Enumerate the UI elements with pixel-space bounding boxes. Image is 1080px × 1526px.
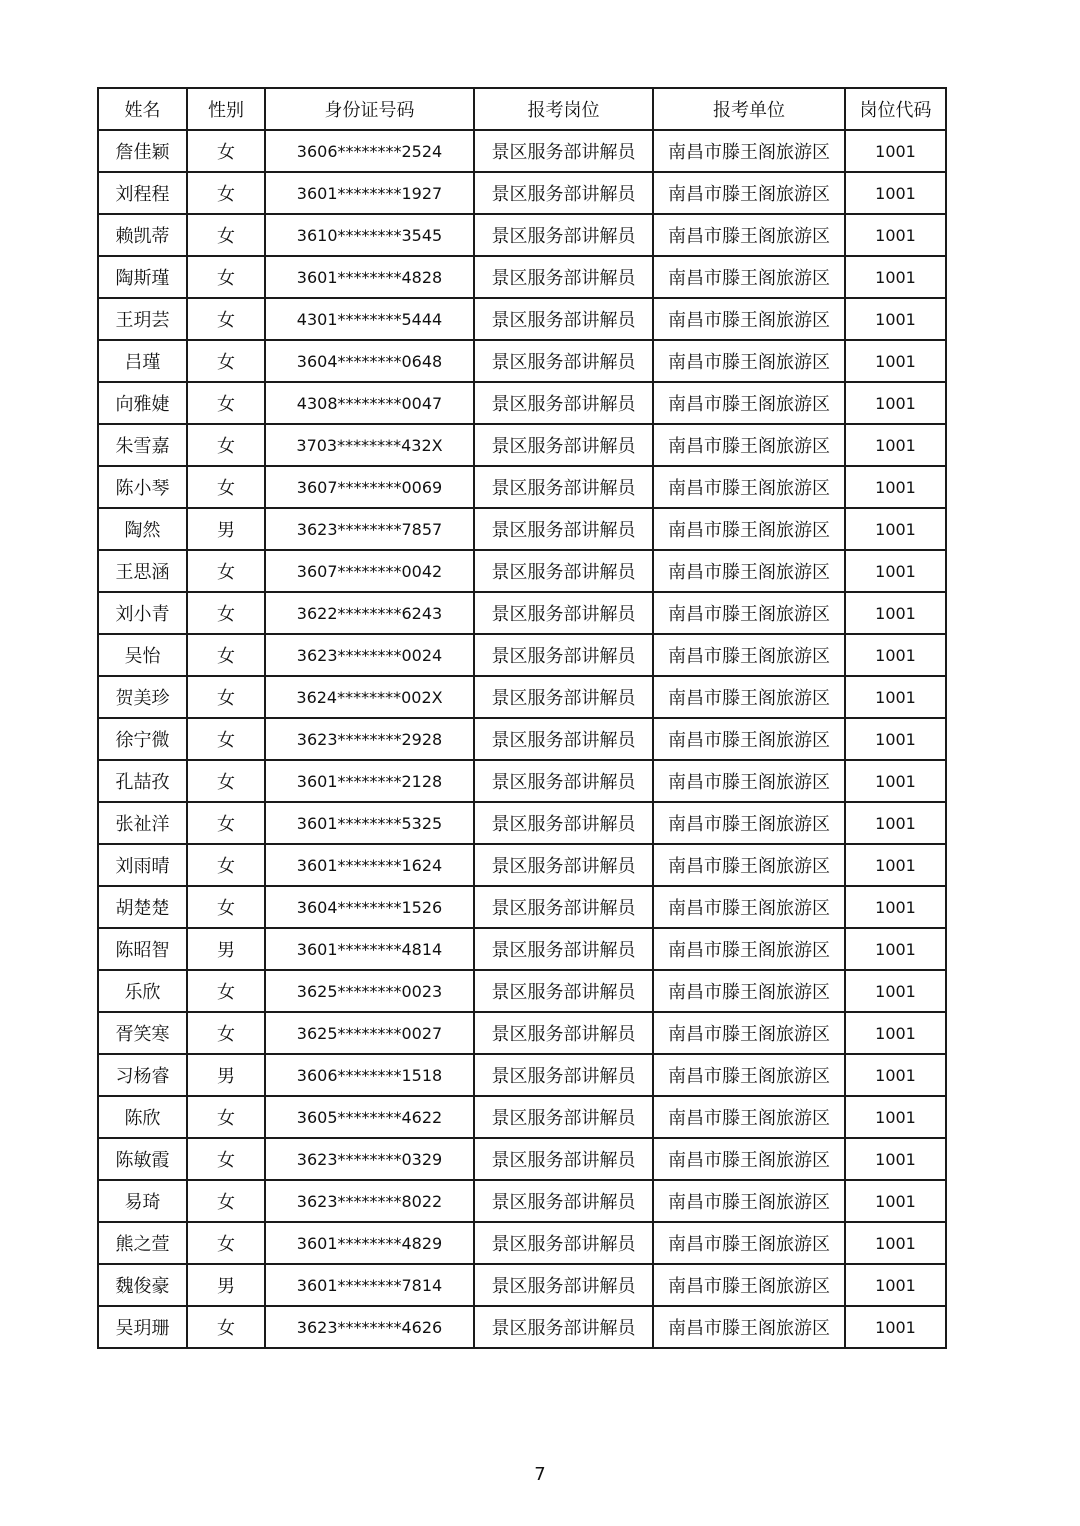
cell-id-number: 3623********7857 <box>265 508 474 550</box>
cell-id-number: 3610********3545 <box>265 214 474 256</box>
cell-name: 陶然 <box>98 508 187 550</box>
cell-unit: 南昌市滕王阁旅游区 <box>653 508 845 550</box>
cell-gender: 男 <box>187 508 265 550</box>
header-position: 报考岗位 <box>474 88 653 130</box>
cell-position-code: 1001 <box>845 298 946 340</box>
cell-id-number: 3601********2128 <box>265 760 474 802</box>
table-row <box>98 1306 946 1348</box>
cell-position: 景区服务部讲解员 <box>474 1096 653 1138</box>
cell-name: 陈昭智 <box>98 928 187 970</box>
cell-name: 王玥芸 <box>98 298 187 340</box>
cell-name: 陈敏霞 <box>98 1138 187 1180</box>
cell-unit: 南昌市滕王阁旅游区 <box>653 676 845 718</box>
cell-name: 胡楚楚 <box>98 886 187 928</box>
cell-name: 吕瑾 <box>98 340 187 382</box>
table-row <box>98 172 946 214</box>
cell-unit: 南昌市滕王阁旅游区 <box>653 340 845 382</box>
cell-position: 景区服务部讲解员 <box>474 382 653 424</box>
cell-unit: 南昌市滕王阁旅游区 <box>653 1306 845 1348</box>
cell-id-number: 3625********0027 <box>265 1012 474 1054</box>
cell-position: 景区服务部讲解员 <box>474 424 653 466</box>
cell-position: 景区服务部讲解员 <box>474 1306 653 1348</box>
cell-name: 贺美珍 <box>98 676 187 718</box>
cell-position-code: 1001 <box>845 928 946 970</box>
header-position-code: 岗位代码 <box>845 88 946 130</box>
cell-position-code: 1001 <box>845 1180 946 1222</box>
cell-id-number: 3625********0023 <box>265 970 474 1012</box>
cell-unit: 南昌市滕王阁旅游区 <box>653 634 845 676</box>
cell-gender: 女 <box>187 424 265 466</box>
cell-position: 景区服务部讲解员 <box>474 172 653 214</box>
cell-position-code: 1001 <box>845 466 946 508</box>
cell-position-code: 1001 <box>845 214 946 256</box>
cell-position-code: 1001 <box>845 634 946 676</box>
table-row <box>98 928 946 970</box>
table-row <box>98 1096 946 1138</box>
cell-position: 景区服务部讲解员 <box>474 634 653 676</box>
cell-gender: 男 <box>187 928 265 970</box>
cell-position: 景区服务部讲解员 <box>474 1054 653 1096</box>
cell-id-number: 3703********432X <box>265 424 474 466</box>
cell-position-code: 1001 <box>845 130 946 172</box>
cell-gender: 女 <box>187 1222 265 1264</box>
cell-unit: 南昌市滕王阁旅游区 <box>653 1096 845 1138</box>
cell-position-code: 1001 <box>845 1306 946 1348</box>
table-row <box>98 214 946 256</box>
cell-id-number: 3601********4814 <box>265 928 474 970</box>
cell-gender: 女 <box>187 718 265 760</box>
cell-name: 张祉洋 <box>98 802 187 844</box>
table-row <box>98 970 946 1012</box>
cell-position-code: 1001 <box>845 676 946 718</box>
cell-id-number: 4308********0047 <box>265 382 474 424</box>
cell-id-number: 3606********1518 <box>265 1054 474 1096</box>
cell-gender: 男 <box>187 1054 265 1096</box>
cell-position: 景区服务部讲解员 <box>474 214 653 256</box>
cell-position-code: 1001 <box>845 970 946 1012</box>
cell-position: 景区服务部讲解员 <box>474 466 653 508</box>
cell-position: 景区服务部讲解员 <box>474 1264 653 1306</box>
cell-gender: 女 <box>187 1138 265 1180</box>
cell-name: 胥笑寒 <box>98 1012 187 1054</box>
cell-position-code: 1001 <box>845 1096 946 1138</box>
cell-name: 刘小青 <box>98 592 187 634</box>
header-gender: 性别 <box>187 88 265 130</box>
cell-position: 景区服务部讲解员 <box>474 1012 653 1054</box>
cell-id-number: 3607********0042 <box>265 550 474 592</box>
cell-position-code: 1001 <box>845 592 946 634</box>
cell-name: 孔喆孜 <box>98 760 187 802</box>
cell-position: 景区服务部讲解员 <box>474 508 653 550</box>
cell-id-number: 3604********0648 <box>265 340 474 382</box>
cell-id-number: 3623********0329 <box>265 1138 474 1180</box>
cell-id-number: 3606********2524 <box>265 130 474 172</box>
cell-position: 景区服务部讲解员 <box>474 676 653 718</box>
header-row <box>98 88 946 130</box>
cell-name: 习杨睿 <box>98 1054 187 1096</box>
cell-position: 景区服务部讲解员 <box>474 1222 653 1264</box>
table-row <box>98 1138 946 1180</box>
cell-gender: 女 <box>187 844 265 886</box>
cell-position-code: 1001 <box>845 508 946 550</box>
cell-id-number: 4301********5444 <box>265 298 474 340</box>
cell-name: 赖凯蒂 <box>98 214 187 256</box>
cell-position: 景区服务部讲解员 <box>474 760 653 802</box>
cell-name: 刘雨晴 <box>98 844 187 886</box>
cell-position-code: 1001 <box>845 718 946 760</box>
cell-name: 向雅婕 <box>98 382 187 424</box>
cell-position-code: 1001 <box>845 1012 946 1054</box>
table-row <box>98 844 946 886</box>
cell-unit: 南昌市滕王阁旅游区 <box>653 298 845 340</box>
table-row <box>98 340 946 382</box>
cell-id-number: 3622********6243 <box>265 592 474 634</box>
table-row <box>98 1012 946 1054</box>
cell-gender: 女 <box>187 130 265 172</box>
table-body <box>98 130 946 1348</box>
cell-position-code: 1001 <box>845 424 946 466</box>
table-row <box>98 256 946 298</box>
cell-position-code: 1001 <box>845 1222 946 1264</box>
cell-position: 景区服务部讲解员 <box>474 886 653 928</box>
cell-name: 徐宁微 <box>98 718 187 760</box>
cell-unit: 南昌市滕王阁旅游区 <box>653 1138 845 1180</box>
cell-gender: 女 <box>187 1306 265 1348</box>
table-row <box>98 760 946 802</box>
table-row <box>98 676 946 718</box>
cell-gender: 女 <box>187 634 265 676</box>
cell-gender: 女 <box>187 676 265 718</box>
cell-position: 景区服务部讲解员 <box>474 802 653 844</box>
cell-unit: 南昌市滕王阁旅游区 <box>653 256 845 298</box>
cell-position: 景区服务部讲解员 <box>474 256 653 298</box>
table-row <box>98 382 946 424</box>
cell-id-number: 3623********4626 <box>265 1306 474 1348</box>
cell-name: 魏俊豪 <box>98 1264 187 1306</box>
table-row <box>98 508 946 550</box>
cell-gender: 女 <box>187 592 265 634</box>
header-unit: 报考单位 <box>653 88 845 130</box>
cell-id-number: 3604********1526 <box>265 886 474 928</box>
header-name: 姓名 <box>98 88 187 130</box>
cell-unit: 南昌市滕王阁旅游区 <box>653 970 845 1012</box>
cell-position-code: 1001 <box>845 1264 946 1306</box>
cell-unit: 南昌市滕王阁旅游区 <box>653 844 845 886</box>
cell-gender: 男 <box>187 1264 265 1306</box>
cell-position-code: 1001 <box>845 172 946 214</box>
cell-position: 景区服务部讲解员 <box>474 718 653 760</box>
cell-id-number: 3624********002X <box>265 676 474 718</box>
cell-unit: 南昌市滕王阁旅游区 <box>653 1054 845 1096</box>
cell-unit: 南昌市滕王阁旅游区 <box>653 802 845 844</box>
cell-unit: 南昌市滕王阁旅游区 <box>653 928 845 970</box>
cell-position: 景区服务部讲解员 <box>474 970 653 1012</box>
cell-position-code: 1001 <box>845 760 946 802</box>
cell-position: 景区服务部讲解员 <box>474 928 653 970</box>
cell-name: 易琦 <box>98 1180 187 1222</box>
table-header <box>98 88 946 130</box>
cell-unit: 南昌市滕王阁旅游区 <box>653 1264 845 1306</box>
cell-gender: 女 <box>187 172 265 214</box>
cell-position: 景区服务部讲解员 <box>474 340 653 382</box>
cell-gender: 女 <box>187 802 265 844</box>
cell-id-number: 3601********4829 <box>265 1222 474 1264</box>
cell-id-number: 3623********0024 <box>265 634 474 676</box>
table-row <box>98 886 946 928</box>
cell-name: 陶斯瑾 <box>98 256 187 298</box>
table-row <box>98 550 946 592</box>
cell-position-code: 1001 <box>845 340 946 382</box>
table-row <box>98 1180 946 1222</box>
cell-unit: 南昌市滕王阁旅游区 <box>653 466 845 508</box>
cell-name: 熊之萱 <box>98 1222 187 1264</box>
cell-position-code: 1001 <box>845 382 946 424</box>
cell-unit: 南昌市滕王阁旅游区 <box>653 214 845 256</box>
cell-unit: 南昌市滕王阁旅游区 <box>653 382 845 424</box>
cell-name: 王思涵 <box>98 550 187 592</box>
cell-gender: 女 <box>187 550 265 592</box>
cell-position: 景区服务部讲解员 <box>474 592 653 634</box>
cell-position-code: 1001 <box>845 256 946 298</box>
cell-name: 陈小琴 <box>98 466 187 508</box>
cell-unit: 南昌市滕王阁旅游区 <box>653 718 845 760</box>
table-row <box>98 130 946 172</box>
cell-position-code: 1001 <box>845 1054 946 1096</box>
cell-id-number: 3601********1927 <box>265 172 474 214</box>
cell-gender: 女 <box>187 298 265 340</box>
cell-position-code: 1001 <box>845 844 946 886</box>
cell-position: 景区服务部讲解员 <box>474 1180 653 1222</box>
cell-unit: 南昌市滕王阁旅游区 <box>653 550 845 592</box>
cell-id-number: 3607********0069 <box>265 466 474 508</box>
cell-name: 詹佳颖 <box>98 130 187 172</box>
table-row <box>98 1054 946 1096</box>
cell-position-code: 1001 <box>845 1138 946 1180</box>
cell-unit: 南昌市滕王阁旅游区 <box>653 172 845 214</box>
cell-gender: 女 <box>187 1180 265 1222</box>
cell-name: 乐欣 <box>98 970 187 1012</box>
cell-gender: 女 <box>187 1096 265 1138</box>
cell-position-code: 1001 <box>845 886 946 928</box>
cell-gender: 女 <box>187 382 265 424</box>
cell-name: 吴玥珊 <box>98 1306 187 1348</box>
cell-gender: 女 <box>187 760 265 802</box>
cell-name: 朱雪嘉 <box>98 424 187 466</box>
table-row <box>98 1222 946 1264</box>
cell-unit: 南昌市滕王阁旅游区 <box>653 592 845 634</box>
cell-gender: 女 <box>187 886 265 928</box>
table-row <box>98 634 946 676</box>
cell-unit: 南昌市滕王阁旅游区 <box>653 1180 845 1222</box>
cell-gender: 女 <box>187 340 265 382</box>
cell-id-number: 3601********5325 <box>265 802 474 844</box>
cell-position: 景区服务部讲解员 <box>474 844 653 886</box>
cell-id-number: 3623********8022 <box>265 1180 474 1222</box>
cell-position-code: 1001 <box>845 802 946 844</box>
cell-unit: 南昌市滕王阁旅游区 <box>653 130 845 172</box>
page-number: 7 <box>534 1464 546 1485</box>
cell-position: 景区服务部讲解员 <box>474 130 653 172</box>
cell-name: 吴怡 <box>98 634 187 676</box>
header-id-number: 身份证号码 <box>265 88 474 130</box>
cell-id-number: 3601********1624 <box>265 844 474 886</box>
table-row <box>98 592 946 634</box>
cell-gender: 女 <box>187 256 265 298</box>
applicant-table <box>97 87 947 1349</box>
table-row <box>98 298 946 340</box>
cell-position: 景区服务部讲解员 <box>474 298 653 340</box>
cell-position: 景区服务部讲解员 <box>474 550 653 592</box>
cell-unit: 南昌市滕王阁旅游区 <box>653 886 845 928</box>
cell-gender: 女 <box>187 970 265 1012</box>
cell-name: 刘程程 <box>98 172 187 214</box>
table-row <box>98 1264 946 1306</box>
cell-position-code: 1001 <box>845 550 946 592</box>
cell-name: 陈欣 <box>98 1096 187 1138</box>
cell-id-number: 3601********4828 <box>265 256 474 298</box>
cell-id-number: 3605********4622 <box>265 1096 474 1138</box>
cell-id-number: 3623********2928 <box>265 718 474 760</box>
cell-unit: 南昌市滕王阁旅游区 <box>653 424 845 466</box>
cell-unit: 南昌市滕王阁旅游区 <box>653 1222 845 1264</box>
cell-gender: 女 <box>187 214 265 256</box>
cell-gender: 女 <box>187 1012 265 1054</box>
cell-unit: 南昌市滕王阁旅游区 <box>653 1012 845 1054</box>
cell-unit: 南昌市滕王阁旅游区 <box>653 760 845 802</box>
table-row <box>98 718 946 760</box>
cell-gender: 女 <box>187 466 265 508</box>
cell-id-number: 3601********7814 <box>265 1264 474 1306</box>
cell-position: 景区服务部讲解员 <box>474 1138 653 1180</box>
table-row <box>98 802 946 844</box>
table-row <box>98 466 946 508</box>
table-row <box>98 424 946 466</box>
